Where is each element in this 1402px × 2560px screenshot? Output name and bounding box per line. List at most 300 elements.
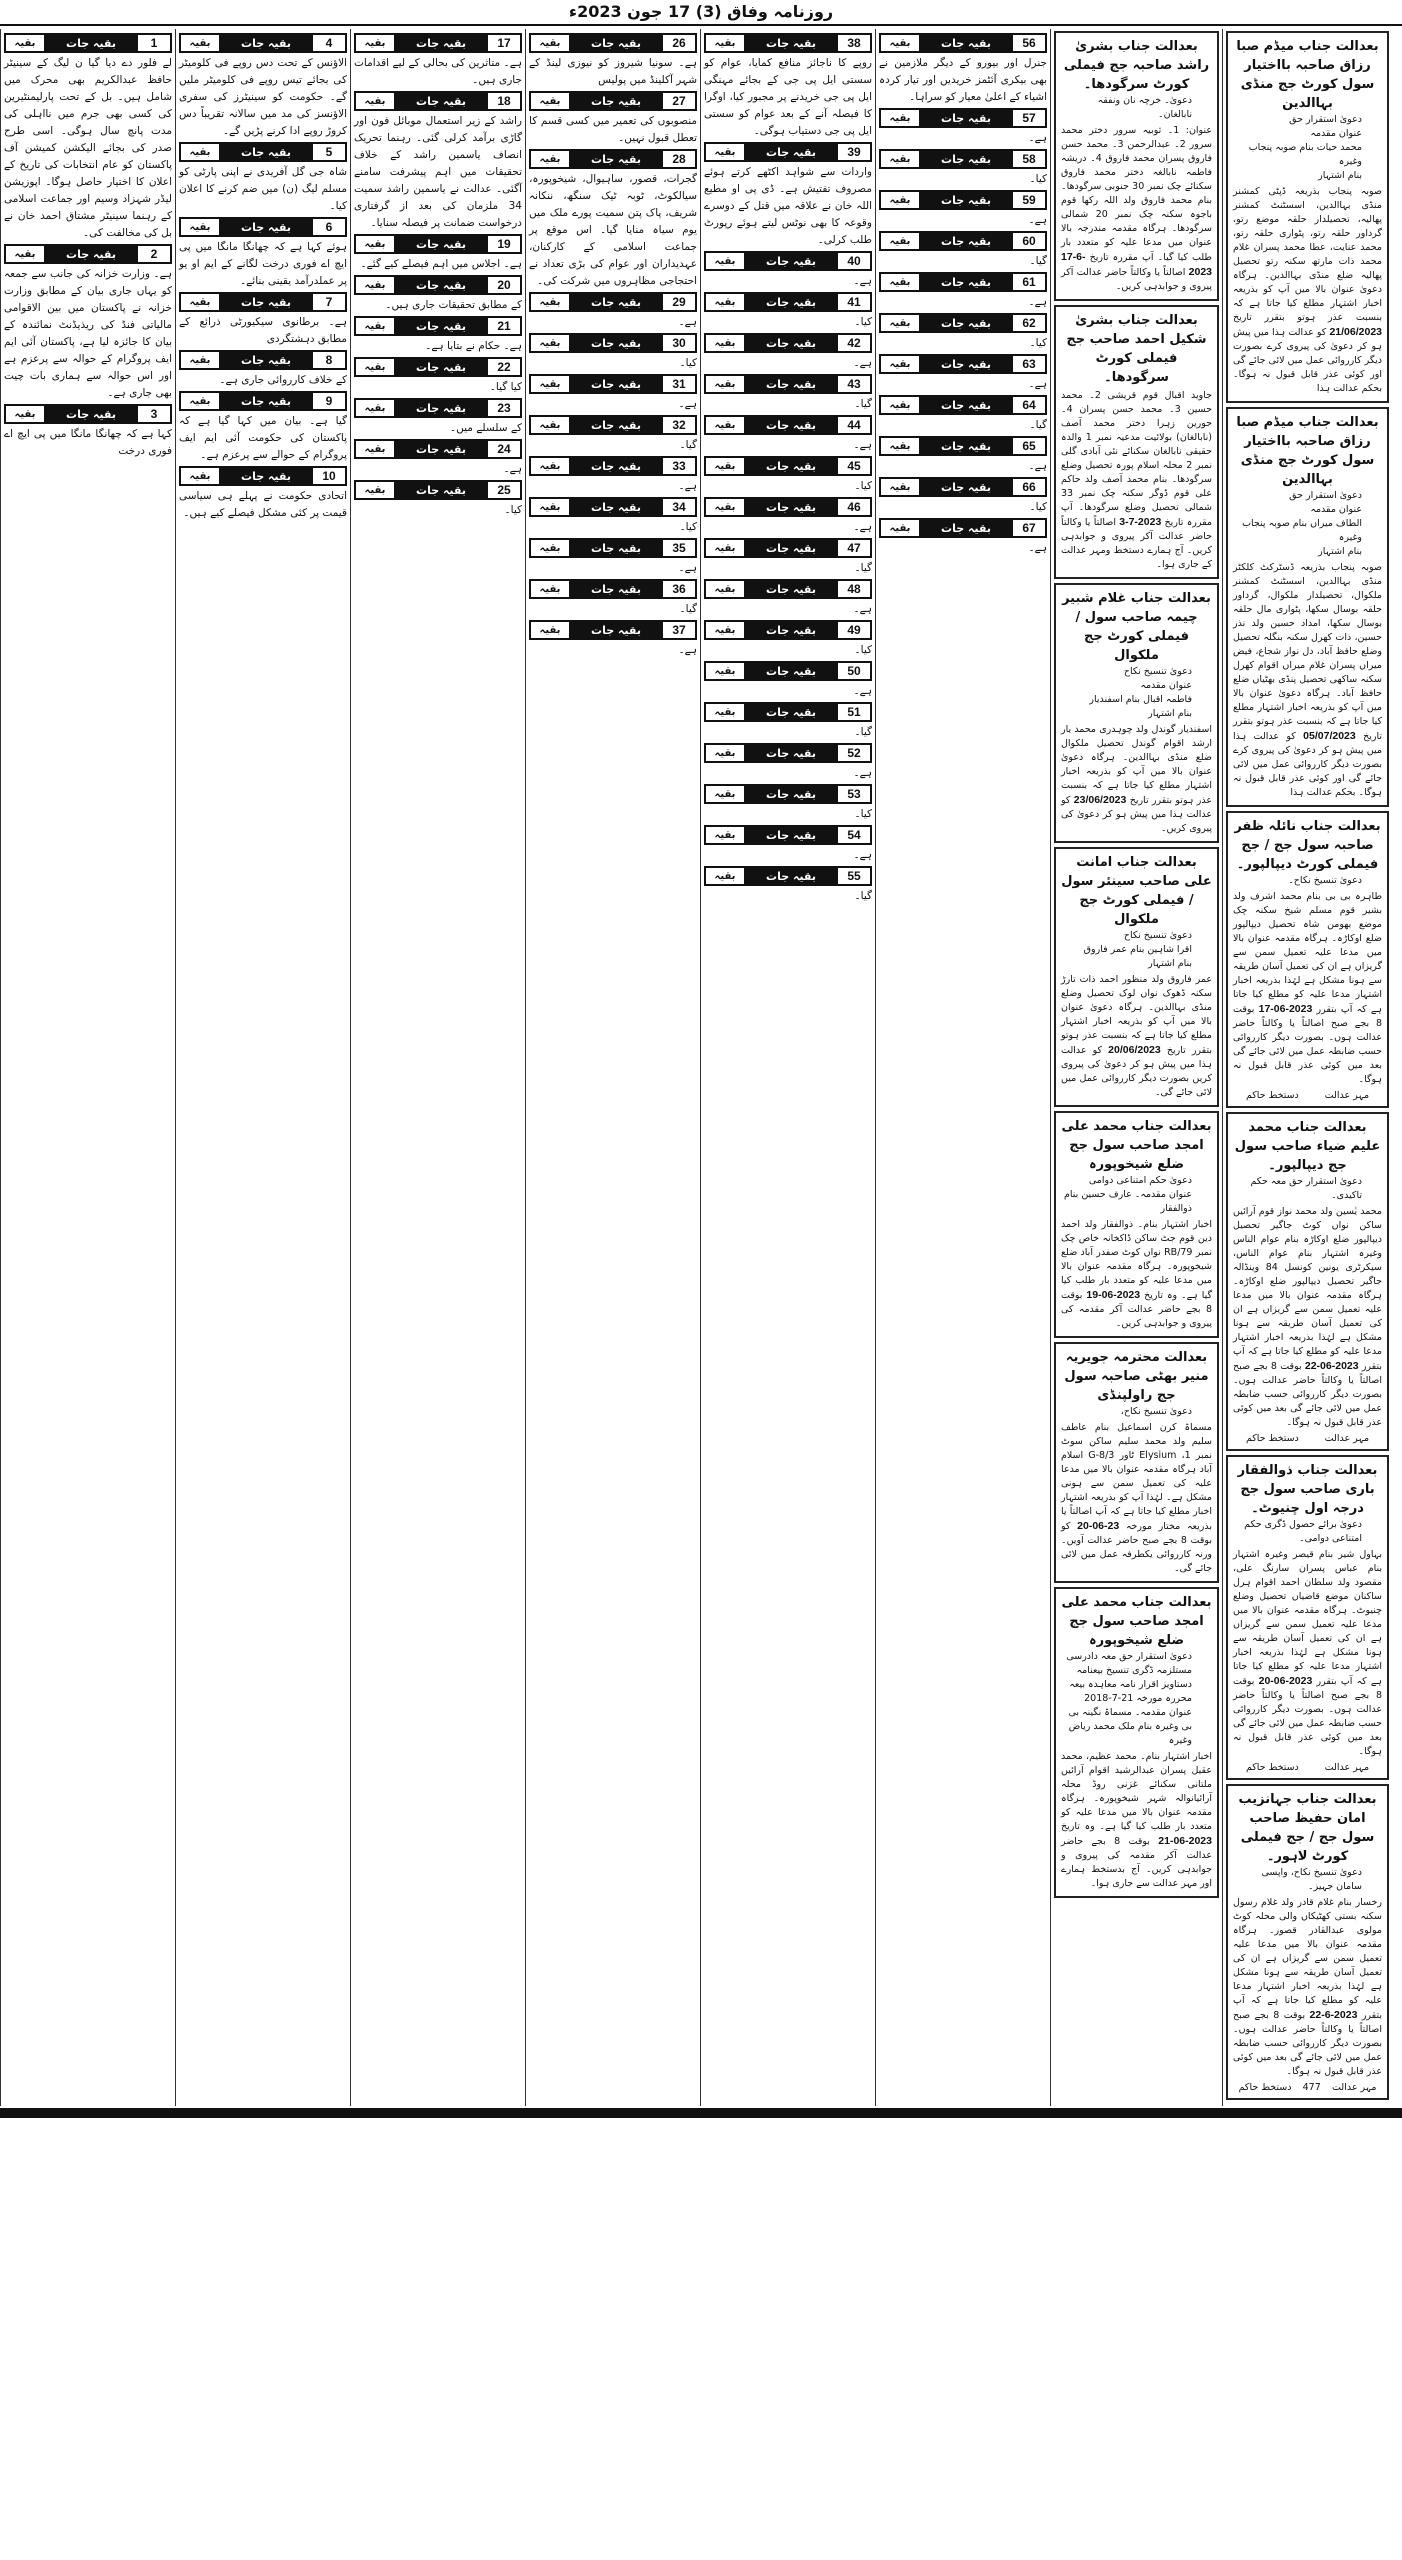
news-paragraph: ہے۔: [678, 562, 697, 574]
court-title: بعدالت جناب بشریٰ راشد صاحبہ جج فیملی کورٹ سرگودھا۔: [1063, 39, 1210, 92]
news-column: [175, 29, 350, 2106]
baqiya-label: بقیہ: [881, 479, 919, 495]
hearing-date: 17-6-2023: [1061, 251, 1212, 278]
baqiya-header: [704, 825, 872, 845]
court-title: بعدالت جناب محمد علی امجد صاحب سول جج ضلع شیخوپورہ: [1061, 1119, 1212, 1172]
news-paragraph: ہے۔ برطانوی سیکیورٹی ذرائع کے مطابق دہشتگردی: [179, 316, 347, 345]
news-paragraph: کے مطابق تحقیقات جاری ہیں۔: [385, 299, 522, 311]
news-column: [700, 29, 875, 2106]
notice-text: بہاول شیر بنام قیصر وغیرہ اشتہار بنام عباس پسران سارنگ علی، مقصود ولد سلطان احمد اقوام ہرل ساکنان موضع قاضیاں تحصیل وضلع چنیوٹ۔ ہرگاہ مقدمہ عنوان بالا میں مدعا علیہ تعمیل سمن سے گریزاں ہے ان کی تعمیل آسان طریقہ سے ہونا مشکل ہے لہٰذا بذریعہ اخبار اشتہار مدعا علیہ کو مطلع کیا جاتا ہے کہ آپ بتقرر: [1233, 1549, 1382, 1687]
baqiya-header: [529, 620, 697, 640]
news-paragraph: کیا گیا۔: [489, 381, 522, 393]
news-paragraph: کیا۔: [854, 316, 872, 328]
baqiya-title: بقیہ جات: [766, 623, 816, 637]
notice-body: [1233, 1896, 1382, 2079]
baqiya-number: 25: [488, 482, 520, 498]
court-title: بعدالت جناب ذوالفقار باری صاحب سول جج درجہ اول چنیوٹ۔: [1237, 1463, 1378, 1516]
baqiya-label: بقیہ: [706, 294, 744, 310]
court-title: بعدالت جناب نائلہ ظفر صاحبہ سول جج / جج فیملی کورٹ دیپالپور۔: [1234, 819, 1381, 872]
court-title: بعدالت جناب امانت علی صاحب سینئر سول / فیملی کورٹ جج ملکوال: [1061, 855, 1212, 927]
baqiya-label: بقیہ: [706, 786, 744, 802]
baqiya-label: بقیہ: [531, 499, 569, 515]
baqiya-header: [704, 333, 872, 353]
notice-tail: کو عدالت ہذا میں پیش ہو کر دعویٰ کی پیروی کریں بصورت دیگر کارروائی عمل میں لائی جائے گی۔: [1061, 1045, 1212, 1098]
baqiya-title: بقیہ جات: [591, 36, 641, 50]
news-paragraph: ہے۔: [853, 521, 872, 533]
notice-text: جاوید اقبال قوم قریشی 2۔ محمد حسین 3۔ محمد حسن پسران 4۔ حورین زہرا دختر محمد آصف (نابالغان) بولائیت مدعیہ نمبر 1 والدہ حقیقی نابالغان سکنائے نئی آبادی گلی نمبر 2 محلہ اسلام پورہ تحصیل وضلع سرگودھا۔ بنام محمد آصف ولد حاکم علی قوم ڈوگر سکنہ چک نمبر 33 شمالی تحصیل وضلع سرگودھا۔ آپ مقررہ تاریخ: [1061, 390, 1213, 528]
notice-body: [1061, 1750, 1212, 1891]
notice-signature: [1233, 1762, 1382, 1773]
baqiya-number: 66: [1013, 479, 1045, 495]
baqiya-label: بقیہ: [881, 233, 919, 249]
baqiya-title: بقیہ جات: [416, 319, 466, 333]
baqiya-number: 50: [838, 663, 870, 679]
notice-meta-line: بنام اشتہار: [1318, 546, 1362, 557]
baqiya-number: 2: [138, 246, 170, 262]
news-paragraph: کے خلاف کارروائی جاری ہے۔: [219, 374, 347, 386]
baqiya-header: [704, 415, 872, 435]
baqiya-number: 7: [313, 294, 345, 310]
baqiya-label: بقیہ: [706, 663, 744, 679]
notice-meta-line: عنوان مقدمہ: [1310, 128, 1362, 139]
signature-item: مہر عدالت: [1331, 2082, 1377, 2093]
baqiya-title: بقیہ جات: [941, 152, 991, 166]
bottom-rule: [0, 2108, 1402, 2118]
baqiya-header: [704, 497, 872, 517]
baqiya-number: 55: [838, 868, 870, 884]
baqiya-number: 19: [488, 236, 520, 252]
notice-tail: بوقت 8 بجے حاضر عدالت آکر مقدمہ کی پیروی و جوابدہی کریں۔: [1061, 1290, 1212, 1329]
baqiya-label: بقیہ: [706, 827, 744, 843]
baqiya-header: [704, 743, 872, 763]
baqiya-label: بقیہ: [356, 236, 394, 252]
baqiya-header: [704, 579, 872, 599]
baqiya-number: 40: [838, 253, 870, 269]
notice-meta-line: دعویٰ۔ خرچہ نان ونفقہ نابالغان۔: [1097, 95, 1192, 120]
notice-signature: [1233, 1433, 1382, 1444]
notice-tail: بوقت 8 بجے صبح اصالتاً یا وکالتاً حاضر عدالت ہوں۔ بصورت دیگر کارروائی حسب ضابطہ عمل میں لائی جائے گی بعد میں کوئی عذر قابل قبول نہ ہوگا۔: [1233, 2010, 1382, 2077]
notice-meta-line: فاطمہ اقبال بنام اسفندیار: [1089, 694, 1192, 705]
baqiya-header: [879, 354, 1047, 374]
notice-text: اسفندیار گوندل ولد چوہدری محمد یار ارشد اقوام گوندل تحصیل ملکوال ضلع منڈی بہاالدین۔ ہرگاہ دعویٰ عنوان بالا میں آپ کو بذریعہ اخبار اشتہار مطلع کیا جاتا ہے کہ بنسبت عذر ہوتو بتقرر تاریخ: [1061, 724, 1212, 806]
news-paragraph: ہے۔: [853, 357, 872, 369]
baqiya-number: 53: [838, 786, 870, 802]
baqiya-header: [179, 142, 347, 162]
news-paragraph: گیا۔: [854, 726, 872, 738]
notice-meta-line: اقرا شاہین بنام عمر فاروق: [1083, 944, 1192, 955]
baqiya-number: 27: [663, 93, 695, 109]
notice-signature: [1233, 2082, 1382, 2093]
baqiya-header: [879, 272, 1047, 292]
baqiya-title: بقیہ جات: [766, 582, 816, 596]
baqiya-number: 58: [1013, 151, 1045, 167]
baqiya-header: [354, 316, 522, 336]
notice-text: صوبہ پنجاب بذریعہ ڈپٹی کمشنر منڈی بہاالدین، اسسٹنٹ کمشنر پھالیہ، تحصیلدار حلقہ موضع رتو، گرداور حلقہ رتو، پٹواری حلقہ رتو، محمد عنایت، عطا محمد پسران غلام محمد ذات مارتھ سکنہ رتو تحصیل پھالیہ ضلع منڈی بہاالدین۔ ہرگاہ دعویٰ عنوان بالا میں آپ کو بذریعہ اخبار اشتہار مطلع کیا جاتا ہے کہ بنسبت عذر ہوتو بتقرر تاریخ: [1233, 186, 1382, 323]
notice-body: [1233, 561, 1382, 800]
news-paragraph: ہے۔ وزارت خزانہ کی جانب سے جمعہ کو یہاں جاری بیان کے مطابق وزارت خزانہ نے پاکستان میں بین الاقوامی مالیاتی فنڈ کی ریذیڈنٹ نمائندہ کے بیان کا جائزہ لیا ہے، پاکستان آئی ایم ایف پروگرام کے حوالہ سے پرعزم ہے اور اس حوالہ سے ہماری بات چیت بھی جاری ہے۔: [4, 268, 172, 399]
notice-text: عمر فاروق ولد منظور احمد ذات تارڑ سکنہ ڈھوک نواں لوک تحصیل وضلع منڈی بہاالدین۔ ہرگاہ دعویٰ عنوان بالا میں آپ کو بذریعہ اخبار اشتہار مطلع کیا جاتا ہے کہ بنسبت عذر ہوتو بتقرر تاریخ: [1061, 974, 1212, 1056]
baqiya-title: بقیہ جات: [241, 145, 291, 159]
hearing-date: 3-7-2023: [1119, 516, 1162, 528]
hearing-date: 22-6-2023: [1309, 2009, 1358, 2021]
notice-body: [1233, 185, 1382, 396]
baqiya-title: بقیہ جات: [416, 442, 466, 456]
baqiya-title: بقیہ جات: [766, 746, 816, 760]
news-paragraph: گیا۔: [1029, 419, 1047, 431]
baqiya-label: بقیہ: [531, 294, 569, 310]
court-notices-column: [1050, 29, 1222, 2106]
baqiya-number: 49: [838, 622, 870, 638]
baqiya-title: بقیہ جات: [591, 377, 641, 391]
notice-meta-line: دعویٰ استقرار حق: [1289, 490, 1362, 501]
baqiya-header: [179, 292, 347, 312]
news-paragraph: گیا۔: [854, 562, 872, 574]
news-paragraph: راشد کے زیر استعمال موبائل فون اور گاڑی برآمد کرلی گئی۔ رہنما تحریک انصاف یاسمین راشد کے خلاف تحقیقات میں اہم پیشرفت سامنے آگئی۔ عدالت نے یاسمین راشد سمیت 34 ملزمان کی بعد از گرفتاری درخواست ضمانت پر فیصلہ سنایا۔: [354, 115, 522, 229]
news-paragraph: ہے۔: [678, 316, 697, 328]
baqiya-title: بقیہ جات: [416, 237, 466, 251]
notice-meta-line: بنام اشتہار: [1318, 170, 1362, 181]
baqiya-label: بقیہ: [706, 335, 744, 351]
baqiya-number: 38: [838, 35, 870, 51]
notice-meta-line: بنام اشتہار: [1148, 708, 1192, 719]
baqiya-label: بقیہ: [356, 35, 394, 51]
news-paragraph: کیا۔: [854, 644, 872, 656]
court-title: بعدالت جناب میڈم صبا رزاق صاحبہ بااختیار سول کورٹ جج منڈی بہاالدین: [1236, 39, 1379, 111]
baqiya-title: بقیہ جات: [941, 275, 991, 289]
news-column: [875, 29, 1050, 2106]
baqiya-number: 41: [838, 294, 870, 310]
court-notice: [1054, 583, 1219, 843]
notice-meta-line: عنوان مقدمہ۔ مسماۃ نگینہ بی بی وغیرہ بنام ملک محمد ریاض وغیرہ: [1068, 1707, 1192, 1746]
notice-meta-line: دعویٰ استقرار حق معہ دادرسی مستلزمہ ڈگری تنسیخ بیعنامہ دستاویز اقرار نامہ معاہدہ بیعہ محررہ مورخہ 21-7-2018: [1066, 1651, 1192, 1704]
notice-body: [1061, 389, 1212, 572]
baqiya-label: بقیہ: [531, 35, 569, 51]
baqiya-header: [704, 374, 872, 394]
baqiya-header: [354, 439, 522, 459]
news-paragraph: کیا۔: [854, 808, 872, 820]
news-paragraph: ہے۔: [503, 463, 522, 475]
baqiya-number: 30: [663, 335, 695, 351]
court-title: بعدالت جناب میڈم صبا رزاق صاحبہ بااختیار سول کورٹ جج منڈی بہاالدین: [1236, 415, 1379, 487]
notice-text: صوبہ پنجاب بذریعہ ڈسٹرکٹ کلکٹر منڈی بہاالدین، اسسٹنٹ کمشنر ملکوال، تحصیلدار ملکوال، گرداور حلقہ بوسال سکھا، پٹواری مال حلقہ بوسال سکھا، امداد حسین ولد نذر حسین، ذات کھرل سکنہ بنگلہ تحصیل وضلع حافظ آباد، دل نواز شجاع، فیض میراں پسران غلام میراں اقوام کھرل سکنہ ساکھی تحصیل پنڈی بھٹیاں ضلع حافظ آباد۔ ہرگاہ دعویٰ عنوان بالا میں آپ کو بذریعہ اخبار اشتہار مطلع کیا جاتا ہے کہ بنسبت عذر ہوتو بتقرر تاریخ: [1233, 562, 1382, 742]
baqiya-title: بقیہ جات: [766, 36, 816, 50]
news-paragraph: ہے۔: [853, 275, 872, 287]
baqiya-label: بقیہ: [356, 277, 394, 293]
baqiya-header: [179, 350, 347, 370]
baqiya-title: بقیہ جات: [941, 480, 991, 494]
notice-meta-line: دعویٰ تنسیخ نکاح، واپسی سامان جہیز۔: [1261, 1867, 1362, 1892]
baqiya-number: 9: [313, 393, 345, 409]
notice-tail: اصالتاً یا وکالتاً حاضر عدالت آکر پیروی و جوابدہی کریں۔ آج ہمارے دستخط ومہر عدالت کے جاری ہوا۔: [1061, 517, 1212, 570]
notice-text: طاہرہ بی بی بنام محمد اشرف ولد بشیر قوم مسلم شیخ سکنہ چک موضع بھومن شاہ تحصیل دیپالپور ضلع اوکاڑہ۔ ہرگاہ مقدمہ عنوان بالا میں مدعا علیہ تعمیل سمن سے گریزاں ہے ان کی تعمیل آسان طریقہ سے ہونا مشکل ہے لہٰذا بذریعہ اخبار اشتہار مدعا علیہ کو مطلع کیا جاتا ہے کہ آپ بتقرر: [1233, 891, 1382, 1015]
baqiya-number: 6: [313, 219, 345, 235]
notice-meta-line: محمد حیات بنام صوبہ پنجاب وغیرہ: [1248, 142, 1362, 167]
baqiya-number: 65: [1013, 438, 1045, 454]
notice-tail: بوقت 8 بجے صبح اصالتاً یا وکالتاً حاضر عدالت ہوں۔ بصورت دیگر کارروائی حسب ضابطہ عمل میں لائی جائے گی بعد میں کوئی عذر قابل قبول نہ ہوگا۔: [1233, 1361, 1382, 1428]
signature-item: 477: [1302, 2082, 1321, 2093]
baqiya-label: بقیہ: [531, 376, 569, 392]
court-title: بعدالت جناب جہانزیب امان حفیظ صاحب سول جج / جج فیملی کورٹ لاہور۔: [1238, 1792, 1377, 1864]
baqiya-label: بقیہ: [881, 110, 919, 126]
baqiya-header: [879, 436, 1047, 456]
baqiya-title: بقیہ جات: [416, 401, 466, 415]
baqiya-title: بقیہ جات: [66, 36, 116, 50]
baqiya-header: [879, 190, 1047, 210]
baqiya-label: بقیہ: [356, 400, 394, 416]
baqiya-title: بقیہ جات: [416, 360, 466, 374]
notice-meta-line: عنوان مقدمہ: [1140, 680, 1192, 691]
notice-meta-line: دعویٰ برائے حصول ڈگری حکم امتناعی دوامی۔: [1244, 1519, 1362, 1544]
baqiya-label: بقیہ: [706, 540, 744, 556]
baqiya-title: بقیہ جات: [241, 394, 291, 408]
notice-meta-line: دعویٰ تنسیخ نکاح۔: [1288, 875, 1362, 886]
baqiya-label: بقیہ: [706, 144, 744, 160]
baqiya-header: [354, 275, 522, 295]
baqiya-label: بقیہ: [531, 417, 569, 433]
news-paragraph: ہے۔ متاثرین کی بحالی کے لیے اقدامات جاری ہیں۔: [354, 57, 522, 86]
baqiya-title: بقیہ جات: [591, 295, 641, 309]
baqiya-label: بقیہ: [6, 406, 44, 422]
baqiya-number: 67: [1013, 520, 1045, 536]
court-title: بعدالت محترمہ جویریہ منیر بھٹی صاحبہ سول جج راولپنڈی: [1064, 1350, 1209, 1403]
baqiya-number: 45: [838, 458, 870, 474]
baqiya-header: [529, 333, 697, 353]
baqiya-title: بقیہ جات: [766, 705, 816, 719]
news-paragraph: ہے۔ اجلاس میں اہم فیصلے کیے گئے۔: [360, 258, 522, 270]
court-notice: [1226, 1784, 1389, 2100]
court-notice: [1054, 1342, 1219, 1583]
signature-item: مہر عدالت: [1324, 1090, 1370, 1101]
signature-item: دستخط حاکم: [1238, 2082, 1292, 2093]
baqiya-header: [179, 466, 347, 486]
baqiya-number: 33: [663, 458, 695, 474]
court-notice: [1054, 1587, 1219, 1898]
hearing-date: 22-06-2023: [1304, 1360, 1359, 1372]
baqiya-label: بقیہ: [881, 274, 919, 290]
baqiya-number: 29: [663, 294, 695, 310]
notice-body: [1061, 973, 1212, 1100]
baqiya-label: بقیہ: [881, 151, 919, 167]
baqiya-title: بقیہ جات: [766, 664, 816, 678]
baqiya-header: [4, 33, 172, 53]
baqiya-number: 42: [838, 335, 870, 351]
baqiya-label: بقیہ: [706, 253, 744, 269]
notice-meta-line: الطاف میراں بنام صوبہ پنجاب وغیرہ: [1242, 518, 1362, 543]
baqiya-title: بقیہ جات: [766, 828, 816, 842]
news-paragraph: ہے۔: [678, 398, 697, 410]
news-paragraph: ہے۔: [1028, 214, 1047, 226]
baqiya-header: [704, 142, 872, 162]
baqiya-label: بقیہ: [706, 35, 744, 51]
baqiya-title: بقیہ جات: [591, 582, 641, 596]
notice-body: [1061, 723, 1212, 836]
baqiya-header: [529, 497, 697, 517]
signature-item: دستخط حاکم: [1245, 1762, 1299, 1773]
baqiya-number: 51: [838, 704, 870, 720]
news-paragraph: گیا۔: [679, 603, 697, 615]
baqiya-title: بقیہ جات: [941, 398, 991, 412]
baqiya-number: 32: [663, 417, 695, 433]
baqiya-header: [704, 538, 872, 558]
baqiya-number: 47: [838, 540, 870, 556]
baqiya-label: بقیہ: [706, 458, 744, 474]
baqiya-label: بقیہ: [181, 294, 219, 310]
baqiya-label: بقیہ: [531, 458, 569, 474]
notice-body: [1061, 1218, 1212, 1331]
baqiya-label: بقیہ: [706, 745, 744, 761]
notice-tail: کو بوقت 8 بجے صبح حاضر عدالت آویں۔ ورنہ کارروائی یکطرفہ عمل میں لائی جائے گی۔: [1061, 1521, 1212, 1574]
baqiya-title: بقیہ جات: [941, 193, 991, 207]
notice-meta-line: دعویٰ تنسیخ نکاح: [1123, 930, 1192, 941]
baqiya-header: [354, 91, 522, 111]
notice-body: [1233, 1205, 1382, 1430]
baqiya-number: 44: [838, 417, 870, 433]
baqiya-label: بقیہ: [181, 35, 219, 51]
baqiya-title: بقیہ جات: [766, 869, 816, 883]
news-paragraph: کیا۔: [854, 480, 872, 492]
baqiya-header: [529, 91, 697, 111]
baqiya-title: بقیہ جات: [591, 459, 641, 473]
baqiya-title: بقیہ جات: [941, 521, 991, 535]
court-title: بعدالت جناب غلام شبیر چیمہ صاحب سول / فیملی کورٹ جج ملکوال: [1062, 591, 1211, 663]
baqiya-label: بقیہ: [356, 93, 394, 109]
hearing-date: 20/06/2023: [1108, 1044, 1161, 1056]
baqiya-number: 35: [663, 540, 695, 556]
court-notice: [1054, 305, 1219, 579]
baqiya-title: بقیہ جات: [941, 36, 991, 50]
court-notice: [1054, 31, 1219, 301]
news-paragraph: کیا۔: [679, 357, 697, 369]
baqiya-title: بقیہ جات: [941, 357, 991, 371]
news-column: [525, 29, 700, 2106]
notice-tail: کو عدالت ہذا میں پیش ہو کر دعویٰ کی پیروی کرے بصورت دیگر کارروائی عمل میں لائی جائے گی اور کوئی عذر قابل قبول نہ ہوگا۔ بحکم عدالت ہذا: [1233, 327, 1382, 394]
news-paragraph: ہے۔: [1028, 132, 1047, 144]
masthead-title: روزنامہ وفاق (3) 17 جون 2023ء: [568, 2, 834, 21]
baqiya-header: [879, 231, 1047, 251]
baqiya-title: بقیہ جات: [241, 36, 291, 50]
baqiya-title: بقیہ جات: [66, 247, 116, 261]
baqiya-label: بقیہ: [181, 352, 219, 368]
hearing-date: 19-06-2023: [1086, 1289, 1141, 1301]
baqiya-label: بقیہ: [881, 520, 919, 536]
news-paragraph: گیا ہے۔ بیان میں کہا گیا ہے کہ پاکستان کی حکومت آئی ایم ایف پروگرام کے حوالے سے پرعزم ہے۔: [179, 415, 347, 461]
baqiya-label: بقیہ: [6, 35, 44, 51]
baqiya-title: بقیہ جات: [591, 623, 641, 637]
baqiya-label: بقیہ: [531, 622, 569, 638]
hearing-date: 20-06-23: [1077, 1520, 1120, 1532]
baqiya-header: [4, 244, 172, 264]
baqiya-header: [879, 149, 1047, 169]
baqiya-title: بقیہ جات: [766, 418, 816, 432]
baqiya-title: بقیہ جات: [766, 295, 816, 309]
baqiya-title: بقیہ جات: [766, 459, 816, 473]
news-paragraph: ہے۔: [853, 603, 872, 615]
notice-text: عنوان: 1۔ ثوبیہ سرور دختر محمد سرور 2۔ عبدالرحمن 3۔ محمد حسن فاروق پسران محمد فاروق 4۔ دریشہ فاطمہ نابالغہ دختر محمد فاروق سکنائے چک نمبر 30 جنوبی سرگودھا۔ بنام محمد فاروق ولد اللہ رکھا قوم باجوہ سکنہ چک نمبر 20 شمالی سرگودھا۔ ہرگاہ مقدمہ مندرجہ بالا عنوان میں مدعا علیہ کو متعدد بار طلب کیا گیا۔ آپ مقررہ تاریخ: [1061, 125, 1212, 263]
court-notices-column: [1222, 29, 1392, 2106]
baqiya-number: 21: [488, 318, 520, 334]
baqiya-header: [704, 33, 872, 53]
notice-text: اخبار اشتہار بنام۔ ذوالفقار ولد احمد دین قوم جٹ ساکن ڈاکخانہ خاص چک نمبر 79/RB نواں کوٹ صفدر آباد ضلع شیخوپورہ۔ ہرگاہ مقدمہ عنوان بالا میں مدعا علیہ کو متعدد بار طلب کیا گیا ہے۔ وہ تاریخ: [1061, 1219, 1213, 1301]
notice-meta-line: عنوان مقدمہ۔ عارف حسین بنام ذوالفقار: [1064, 1189, 1192, 1214]
baqiya-title: بقیہ جات: [766, 787, 816, 801]
hearing-date: 05/07/2023: [1303, 730, 1356, 742]
baqiya-number: 24: [488, 441, 520, 457]
news-paragraph: گیا۔: [1029, 255, 1047, 267]
baqiya-title: بقیہ جات: [766, 541, 816, 555]
baqiya-label: بقیہ: [881, 397, 919, 413]
baqiya-header: [4, 404, 172, 424]
baqiya-header: [879, 313, 1047, 333]
news-paragraph: ہے۔ حکام نے بتایا ہے۔: [425, 340, 522, 352]
baqiya-number: 1: [138, 35, 170, 51]
baqiya-title: بقیہ جات: [591, 500, 641, 514]
news-paragraph: کیا۔: [679, 521, 697, 533]
baqiya-label: بقیہ: [881, 35, 919, 51]
news-paragraph: کیا۔: [1029, 173, 1047, 185]
court-title: بعدالت جناب محمد علیم ضیاء صاحب سول جج دیپالپور۔: [1234, 1120, 1381, 1173]
news-paragraph: ہے۔: [678, 644, 697, 656]
notice-body: [1061, 1421, 1212, 1576]
baqiya-header: [529, 456, 697, 476]
page-columns: [0, 29, 1402, 2106]
baqiya-number: 17: [488, 35, 520, 51]
news-paragraph: ہے۔ سونیا شیروز کو نیوزی لینڈ کے شہر آکلینڈ میں پولیس: [529, 57, 697, 86]
baqiya-label: بقیہ: [706, 581, 744, 597]
baqiya-number: 10: [313, 468, 345, 484]
baqiya-number: 56: [1013, 35, 1045, 51]
baqiya-number: 39: [838, 144, 870, 160]
notice-tail: بوقت 8 بجے صبح اصالتاً یا وکالتاً حاضر عدالت ہوں۔ بصورت دیگر کارروائی حسب ضابطہ عمل میں لائی جائے گی بعد میں کوئی عذر قابل قبول نہ ہوگا۔: [1233, 1004, 1382, 1085]
news-paragraph: ہے۔: [853, 767, 872, 779]
baqiya-header: [529, 579, 697, 599]
court-notice: [1226, 31, 1389, 403]
hearing-date: 17-06-2023: [1258, 1003, 1313, 1015]
baqiya-label: بقیہ: [531, 540, 569, 556]
news-paragraph: ہے۔: [853, 685, 872, 697]
news-paragraph: ہے۔: [1028, 296, 1047, 308]
baqiya-title: بقیہ جات: [591, 336, 641, 350]
court-title: بعدالت جناب بشریٰ شکیل احمد صاحب جج فیملی کورٹ سرگودھا۔: [1066, 313, 1207, 385]
baqiya-header: [179, 391, 347, 411]
news-column: [350, 29, 525, 2106]
baqiya-label: بقیہ: [881, 356, 919, 372]
baqiya-label: بقیہ: [356, 441, 394, 457]
baqiya-title: بقیہ جات: [766, 500, 816, 514]
baqiya-number: 57: [1013, 110, 1045, 126]
baqiya-header: [354, 33, 522, 53]
baqiya-header: [704, 456, 872, 476]
baqiya-title: بقیہ جات: [766, 145, 816, 159]
baqiya-number: 4: [313, 35, 345, 51]
news-paragraph: ہے۔: [853, 439, 872, 451]
baqiya-number: 3: [138, 406, 170, 422]
baqiya-label: بقیہ: [706, 499, 744, 515]
baqiya-number: 22: [488, 359, 520, 375]
news-paragraph: ہے۔: [1028, 378, 1047, 390]
baqiya-number: 5: [313, 144, 345, 160]
baqiya-label: بقیہ: [706, 868, 744, 884]
baqiya-number: 64: [1013, 397, 1045, 413]
baqiya-number: 26: [663, 35, 695, 51]
baqiya-header: [529, 374, 697, 394]
baqiya-number: 28: [663, 151, 695, 167]
news-paragraph: کے سلسلے میں۔: [449, 422, 522, 434]
notice-body: [1061, 124, 1212, 294]
news-paragraph: منصوبوں کی تعمیر میں کسی قسم کا تعطل قبول نہیں۔: [529, 115, 697, 144]
baqiya-number: 20: [488, 277, 520, 293]
signature-item: مہر عدالت: [1324, 1433, 1370, 1444]
baqiya-header: [704, 866, 872, 886]
